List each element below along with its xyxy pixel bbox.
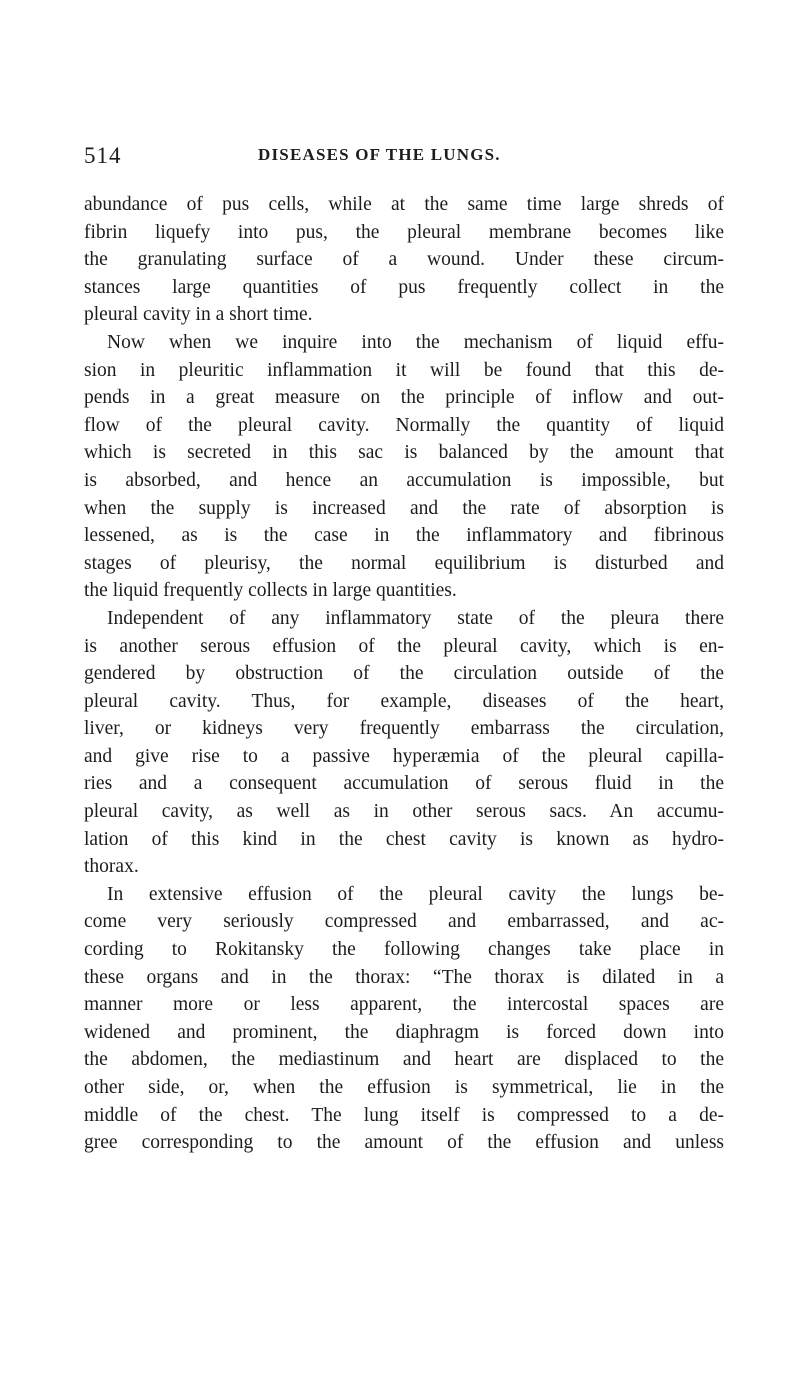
page-header	[84, 143, 724, 169]
text-line: sion in pleuritic inflammation it will be found that this de-	[84, 359, 724, 381]
text-line: stances large quantities of pus frequently collect in the	[84, 276, 724, 298]
text-line: thorax.	[84, 856, 139, 878]
text-line: pleural cavity, as well as in other serous sacs. An accumu-	[84, 801, 724, 823]
text-line: pleural cavity. Thus, for example, diseases of the heart,	[84, 690, 724, 712]
text-line: flow of the pleural cavity. Normally the quantity of liquid	[84, 414, 724, 436]
text-line: pends in a great measure on the principle of inflow and out-	[84, 387, 724, 409]
text-line: Independent of any inflammatory state of the pleura there	[107, 607, 724, 629]
text-line: the liquid frequently collects in large quantities.	[84, 580, 457, 602]
text-line: stages of pleurisy, the normal equilibrium is disturbed and	[84, 552, 724, 574]
text-line: these organs and in the thorax: “The thorax is dilated in a	[84, 966, 724, 988]
text-line: cording to Rokitansky the following changes take place in	[84, 939, 724, 961]
text-line: manner more or less apparent, the intercostal spaces are	[84, 994, 724, 1016]
text-line: lessened, as is the case in the inflammatory and fibrinous	[84, 525, 724, 547]
body-text	[84, 191, 724, 1157]
text-line: fibrin liquefy into pus, the pleural membrane becomes like	[84, 221, 724, 243]
text-line: In extensive effusion of the pleural cavity the lungs be-	[107, 883, 724, 905]
text-line: gendered by obstruction of the circulation outside of the	[84, 663, 724, 685]
text-line: ries and a consequent accumulation of serous fluid in the	[84, 773, 724, 795]
text-line: liver, or kidneys very frequently embarrass the circulation,	[84, 718, 724, 740]
text-line: middle of the chest. The lung itself is compressed to a de-	[84, 1104, 724, 1126]
text-line: widened and prominent, the diaphragm is forced down into	[84, 1021, 724, 1043]
text-line: gree corresponding to the amount of the effusion and unless	[84, 1132, 724, 1154]
text-line: the granulating surface of a wound. Under these circum-	[84, 249, 724, 271]
text-line: come very seriously compressed and embarrassed, and ac-	[84, 911, 724, 933]
text-line: is absorbed, and hence an accumulation is impossible, but	[84, 469, 724, 491]
page-number: 514	[84, 143, 122, 168]
text-line: when the supply is increased and the rate of absorption is	[84, 497, 724, 519]
text-line: the abdomen, the mediastinum and heart are displaced to the	[84, 1049, 724, 1071]
running-head: DISEASES OF THE LUNGS.	[258, 145, 501, 164]
text-line: abundance of pus cells, while at the same time large shreds of	[84, 194, 724, 215]
text-line: pleural cavity in a short time.	[84, 304, 313, 326]
text-line: other side, or, when the effusion is symmetrical, lie in the	[84, 1077, 724, 1098]
text-line: lation of this kind in the chest cavity is known as hydro-	[84, 828, 724, 850]
text-line: is another serous effusion of the pleural cavity, which is en-	[84, 635, 724, 657]
text-line: and give rise to a passive hyperæmia of the pleural capilla-	[84, 745, 724, 767]
text-line: which is secreted in this sac is balanced by the amount that	[84, 442, 724, 464]
text-line: Now when we inquire into the mechanism of liquid effu-	[107, 331, 724, 353]
